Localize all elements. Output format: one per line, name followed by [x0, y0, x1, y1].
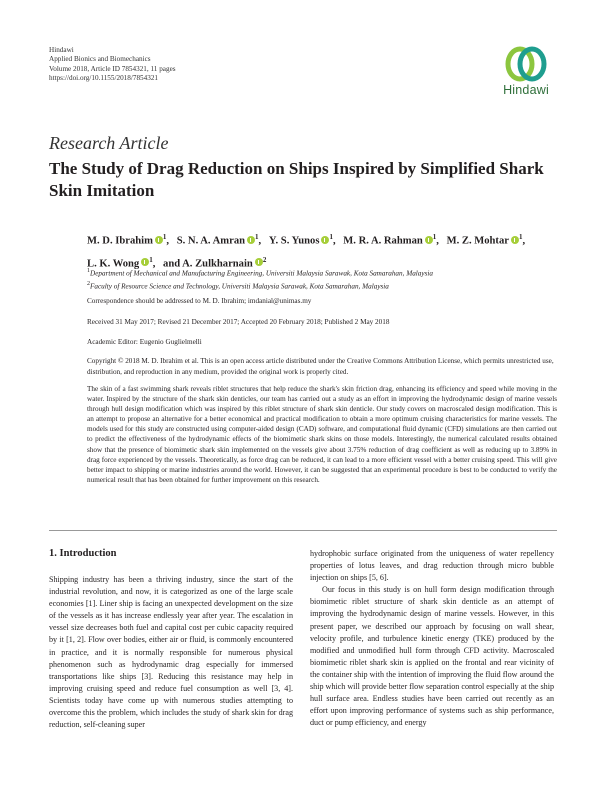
- orcid-icon[interactable]: [155, 236, 163, 244]
- paragraph: Shipping industry has been a thriving industry, since the start of the industrial revolution, and now, it is categorized as one of the large scale economies [1]. Liner ship is facing an unexpected development on the size of the vessels as it has increase endlessly year after year. The escalation in vessel size decreases both fuel and capital cost per cubic capacity required by it [1, 2]. Flow over bodies, either air or fluid, is commonly encountered in practice, and it is normally responsible for numerous physical phenomenon such as hydrodynamic drag especially for immersed transportations like ships [3]. Reducing this resistance may help in improving cruising speed and reduce fuel consumption as well [3, 4]. Scientists today have come up with numerous studies attempting to overcome this the problem, which includes the study of shark skin for drag reduction, self-cleaning super: [49, 575, 293, 730]
- doi-link[interactable]: https://doi.org/10.1155/2018/7854321: [49, 74, 159, 83]
- journal-meta: [49, 46, 176, 84]
- academic-editor: Academic Editor: Eugenio Guglielmelli: [87, 338, 202, 346]
- divider: [49, 530, 557, 531]
- author[interactable]: Y. S. Yunos $^1$,: [268, 233, 336, 247]
- affiliations: [87, 266, 557, 293]
- author[interactable]: M. Z. Mohtar $^1$,: [446, 233, 526, 247]
- volume-info: Volume 2018, Article ID 7854321, 11 pages: [49, 64, 176, 73]
- orcid-icon[interactable]: [425, 236, 433, 244]
- orcid-icon[interactable]: [141, 258, 149, 266]
- body-column-left: [49, 574, 293, 731]
- correspondence: Correspondence should be addressed to M. D. Ibrahim; imdanial@unimas.my: [87, 297, 312, 305]
- author[interactable]: S. N. A. Amran $^1$,: [176, 233, 262, 247]
- author[interactable]: and A. Zulkharnain $^2$: [163, 255, 267, 270]
- author[interactable]: M. R. A. Rahman $^1$,: [343, 233, 439, 247]
- section-heading: 1. Introduction: [49, 548, 117, 559]
- paragraph: Our focus in this study is on hull form design modification through biomimetic riblet structure of shark skin denticle as an attempt of improving the hydrodynamic design of marine vessels. However, in this present paper, we described our approach by focusing on wall shear, velocity profile, and turbulence kinetic energy (TKE) produced by the modified and unmodified hull form through CFD activity. Macroscaled biomimetic riblet shark skin is applied on the frontal and rear vicinity of the container ship with the intention of improving the fluid flow around the ship which will provide better flow separation control especially at the ship hull surface area. Endless studies have been carried out recently as an effort upon improving performance of systems such as ship performance, duct or pump efficiency, and energy: [310, 585, 554, 728]
- abstract: The skin of a fast swimming shark reveals riblet structures that help reduce the shark's skin friction drag, enhancing its efficiency and speed while moving in the water. Inspired by the structure of the shark skin denticles, our team has carried out a study as an effort in improving the hydrodynamic design of marine vessels through hull design modification which was inspired by this riblet structure of shark skin denticle. Our study covers on macroscaled design modification. This is an attempt to propose an alternative for a better economical and practical modification to obtain a more optimum cruising characteristics for marine vessels. The models used for this study are constructed using computer-aided design (CAD) software, and computational fluid dynamic (CFD) simulations are then carried out to predict the effectiveness of the hydrodynamic effects of the biomimetic shark skins on those models. Interestingly, the numerical calculated results obtained show that the presence of biomimetic shark skin implemented on the vessels give about 3.75% reduction of drag coefficient as well as reducing up to 3.89% in drag force experienced by the vessels. Theoretically, as force drag can be reduced, it can lead to a more efficient vessel with a better cruising speed. This will give better impact to shipping or marine industries around the world. However, it can be suggested that an experimental procedure is best to be conducted to verify the numerical result that has been obtained for further improvement on this research.: [87, 385, 557, 484]
- article-type: Research Article: [49, 133, 169, 153]
- orcid-icon[interactable]: [255, 258, 263, 266]
- publisher-name: Hindawi: [49, 46, 74, 54]
- affiliation: $^2$Faculty of Resource Science and Technology, Universiti Malaysia Sarawak, Kota Samarahan, Malaysia: [87, 281, 389, 291]
- affiliation: $^1$Department of Mechanical and Manufacturing Engineering, Universiti Malaysia Sarawak, Kota Samarahan, Malaysia: [87, 268, 433, 278]
- article-title: The Study of Drag Reduction on Ships Inspired by Simplified Shark Skin Imitation: [49, 159, 544, 200]
- hindawi-logo-icon: [504, 44, 548, 84]
- orcid-icon[interactable]: [511, 236, 519, 244]
- orcid-icon[interactable]: [321, 236, 329, 244]
- copyright-notice: Copyright © 2018 M. D. Ibrahim et al. This is an open access article distributed under the Creative Commons Attribution License, which permits unrestricted use, distribution, and reproduction in any medium, provided the original work is properly cited.: [87, 357, 554, 376]
- hindawi-logo: [497, 44, 555, 104]
- hindawi-logo-text: Hindawi: [503, 83, 549, 97]
- publication-dates: Received 31 May 2017; Revised 21 December 2017; Accepted 20 February 2018; Published 2 May 2018: [87, 318, 390, 326]
- paragraph: hydrophobic surface originated from the uniqueness of water repellency properties of lotus leaves, and drag reduction through micro bubble injection on ships [5, 6].: [310, 549, 554, 583]
- author[interactable]: L. K. Wong $^1$,: [87, 255, 156, 270]
- journal-name: Applied Bionics and Biomechanics: [49, 55, 151, 64]
- orcid-icon[interactable]: [247, 236, 255, 244]
- author[interactable]: M. D. Ibrahim $^1$,: [87, 233, 170, 247]
- body-column-right: [310, 548, 554, 729]
